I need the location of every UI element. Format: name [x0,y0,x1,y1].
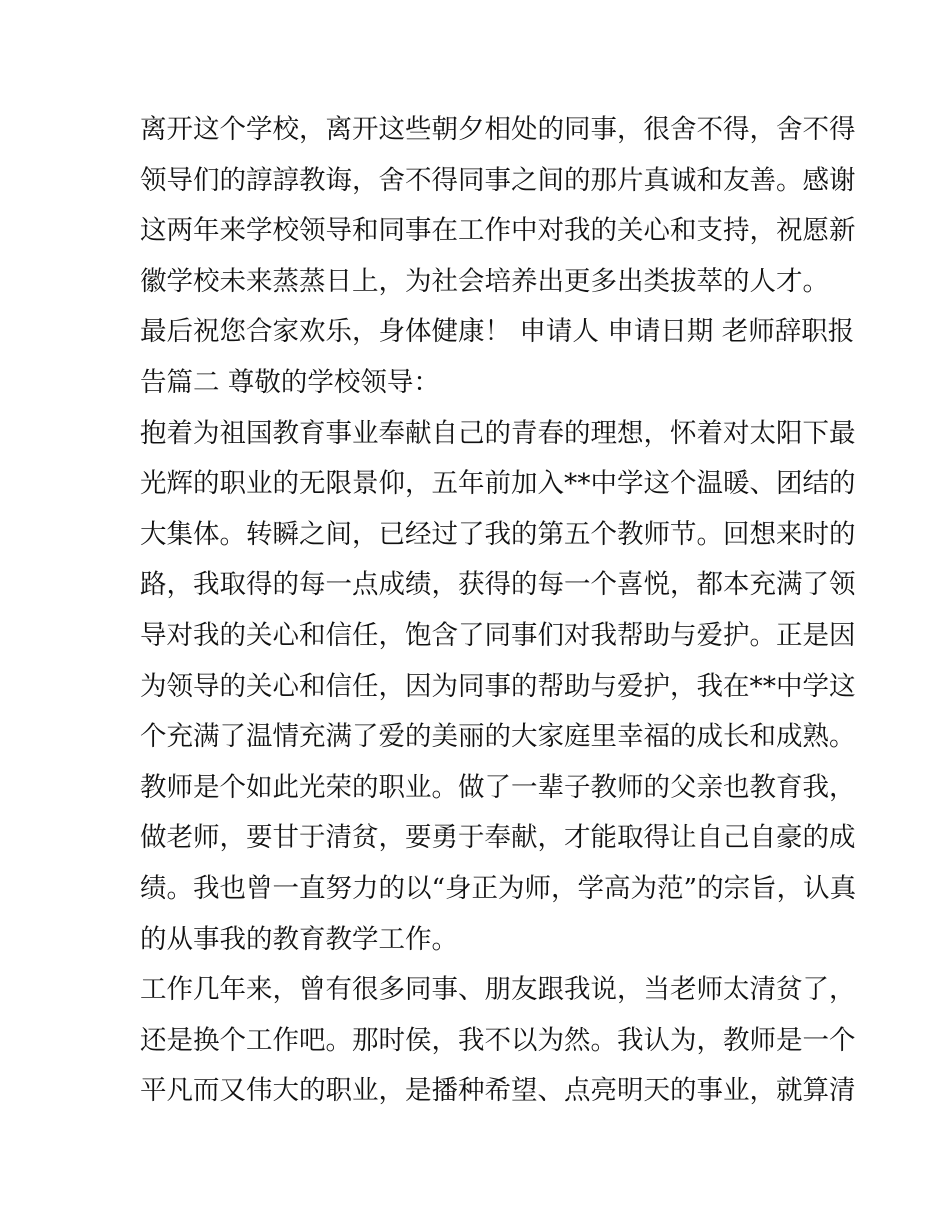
text-line: 教师是个如此光荣的职业。做了一辈子教师的父亲也教育我， [140,771,856,803]
text-line: 领导们的諄諄教诲，舍不得同事之间的那片真诚和友善。感谢 [140,164,856,196]
text-line: 导对我的关心和信任，饱含了同事们对我帮助与爱护。正是因 [140,619,856,651]
text-line: 告篇二 尊敬的学校领导： [140,366,440,398]
text-line: 徽学校未来蒸蒸日上，为社会培养出更多出类拔萃的人才。 [140,265,829,297]
text-line: 平凡而又伟大的职业，是播种希望、点亮明天的事业，就算清 [140,1075,856,1107]
text-line: 为领导的关心和信任，因为同事的帮助与爱护，我在**中学这 [140,670,856,702]
document-body [140,105,857,1117]
text-line: 离开这个学校，离开这些朝夕相处的同事，很舍不得，舍不得 [140,114,856,145]
text-line: 绩。我也曾一直努力的以“身正为师，学高为范”的宗旨，认真 [140,872,857,904]
text-line: 这两年来学校领导和同事在工作中对我的关心和支持，祝愿新 [140,215,856,247]
text-line: 的从事我的教育教学工作。 [140,923,458,955]
text-line: 最后祝您合家欢乐，身体健康！ 申请人 申请日期 老师辞职报 [140,316,855,348]
text-line: 路，我取得的每一点成绩，获得的每一个喜悦，都本充满了领 [140,569,856,601]
text-line: 大集体。转瞬之间，已经过了我的第五个教师节。回想来时的 [140,518,856,550]
text-line: 抱着为祖国教育事业奉献自己的青春的理想，怀着对太阳下最 [140,417,856,449]
text-line: 做老师，要甘于清贫，要勇于奉献，才能取得让自己自豪的成 [140,822,856,854]
text-line: 个充满了温情充满了爱的美丽的大家庭里幸福的成长和成熟。 [140,721,856,753]
text-line: 光辉的职业的无限景仰，五年前加入**中学这个温暖、团结的 [140,468,856,500]
text-line: 还是换个工作吧。那时侯，我不以为然。我认为，教师是一个 [140,1024,856,1056]
text-line: 工作几年来，曾有很多同事、朋友跟我说，当老师太清贫了， [140,974,856,1006]
